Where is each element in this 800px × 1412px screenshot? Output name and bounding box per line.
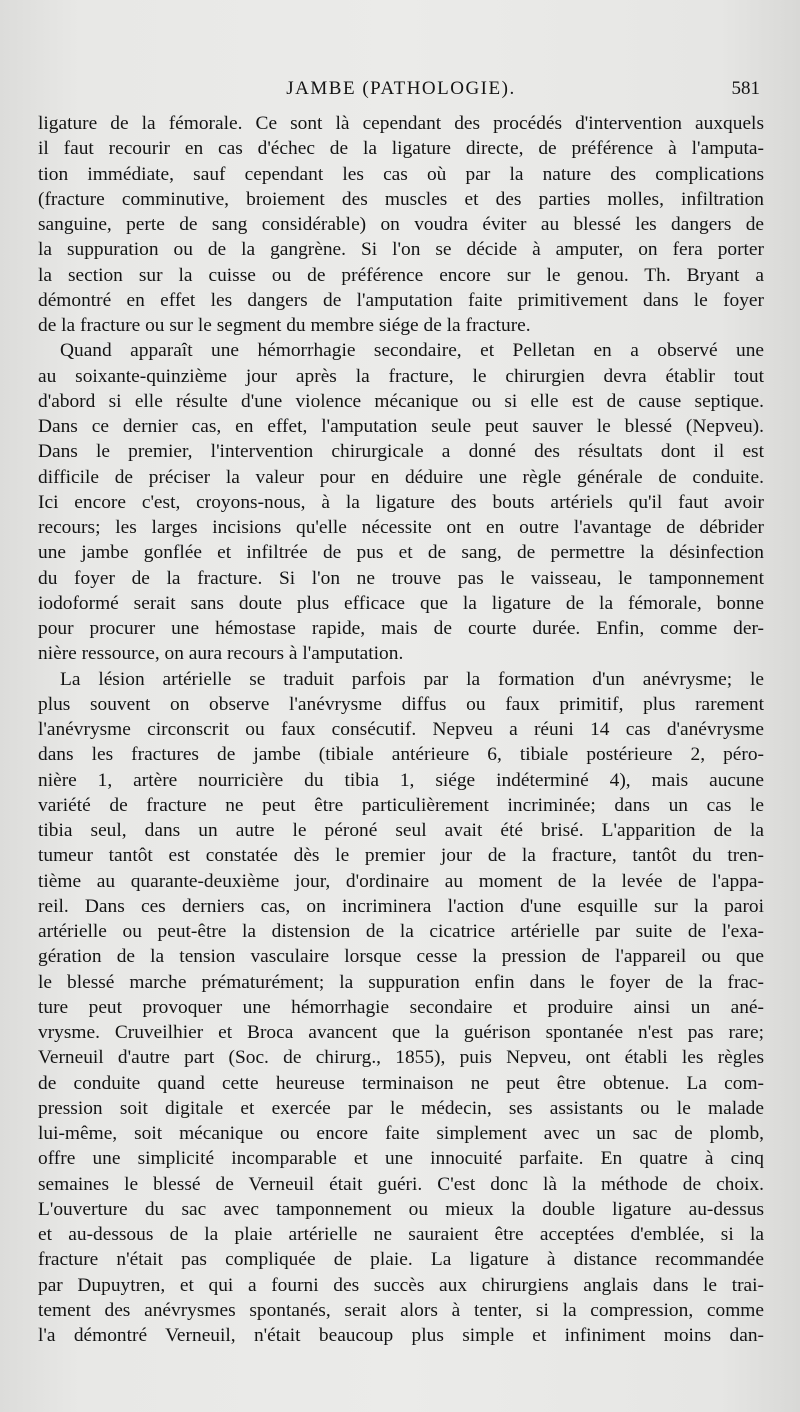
text-line: semaines le blessé de Verneuil était guéri. C'est donc là la méthode de choix. [38,1173,764,1195]
text-line [38,1348,764,1373]
text-line: tième au quarante-deuxième jour, d'ordinaire au moment de la levée de l'appa- [38,870,764,892]
text-line: de conduite quand cette heureuse terminaison ne peut être obtenue. La com- [38,1072,764,1094]
text-line: l'anévrysme circonscrit ou faux consécutif. Nepveu a réuni 14 cas d'anévrysme [38,719,764,740]
text-line: reil. Dans ces derniers cas, on incriminera l'action d'une esquille sur la paroi [38,895,764,917]
text-line: pression soit digitale et exercée par le médecin, ses assistants ou le malade [38,1097,764,1119]
text-line: le blessé marche prématurément; la suppuration enfin dans le foyer de la frac- [38,971,764,993]
text-line: démontré en effet les dangers de l'amputation faite primitivement dans le foyer [38,289,764,311]
text-line: gération de la tension vasculaire lorsque cesse la pression de l'appareil ou que [38,946,764,968]
text-line: l'a démontré Verneuil, n'était beaucoup plus simple et infiniment moins dan- [38,1325,764,1346]
text-line: La lésion artérielle se traduit parfois par la formation d'un anévrysme; le [60,668,764,690]
text-line: la section sur la cuisse ou de préférence encore sur le genou. Th. Bryant a [38,264,764,286]
body-text [38,111,764,1374]
text-line: par Dupuytren, et qui a fourni des succès aux chirurgiens anglais dans le trai- [38,1274,764,1296]
text-line: ligature de la fémorale. Ce sont là cependant des procédés d'intervention auxquels [38,113,764,134]
text-line: tement des anévrysmes spontanés, serait alors à tenter, si la compression, comme [38,1299,764,1321]
text-line: offre une simplicité incomparable et une innocuité parfaite. En quatre à cinq [38,1148,764,1170]
text-line: Ici encore c'est, croyons-nous, à la ligature des bouts artériels qu'il faut avoir [38,491,764,513]
text-line: L'ouverture du sac avec tamponnement ou mieux la double ligature au-dessus [38,1198,764,1220]
text-line: une jambe gonflée et infiltrée de pus et de sang, de permettre la désinfection [38,542,764,564]
text-line: dans les fractures de jambe (tibiale antérieure 6, tibiale postérieure 2, péro- [38,744,764,766]
text-line: nière 1, artère nourricière du tibia 1, siége indéterminé 4), mais aucune [38,769,764,791]
text-line: difficile de préciser la valeur pour en déduire une règle générale de conduite. [38,466,764,488]
text-line: recours; les larges incisions qu'elle nécessite ont en outre l'avantage de débrider [38,517,764,538]
text-line: ture peut provoquer une hémorrhagie secondaire et produire ainsi un ané- [38,996,764,1018]
text-line: au soixante-quinzième jour après la fracture, le chirurgien devra établir tout [38,365,764,387]
text-line: tumeur tantôt est constatée dès le premier jour de la fracture, tantôt du tren- [38,845,764,867]
text-line: Dans le premier, l'intervention chirurgicale a donné des résultats dont il est [38,441,764,463]
text-line: fracture n'était pas compliquée de plaie. La ligature à distance recommandée [38,1249,764,1271]
text-line: (fracture comminutive, broiement des muscles et des parties molles, infiltration [38,188,764,210]
text-line: iodoformé serait sans doute plus efficace que la ligature de la fémorale, bonne [38,592,764,614]
text-line: pour procurer une hémostase rapide, mais de courte durée. Enfin, comme der- [38,618,764,639]
text-line: tibia seul, dans un autre le péroné seul avait été brisé. L'apparition de la [38,820,764,841]
text-line: la suppuration ou de la gangrène. Si l'on se décide à amputer, on fera porter [38,239,764,261]
page-header [38,74,764,108]
text-line: d'abord si elle résulte d'une violence mécanique ou si elle est de cause septique. [38,390,764,412]
text-line: lui-même, soit mécanique ou encore faite simplement avec un sac de plomb, [38,1123,764,1144]
text-line: de la fracture ou sur le segment du membre siége de la fracture. [38,315,531,336]
text-line: du foyer de la fracture. Si l'on ne trouve pas le vaisseau, le tamponnement [38,567,764,589]
text-line: plus souvent on observe l'anévrysme diffus ou faux primitif, plus rarement [38,693,764,715]
text-line: artérielle ou peut-être la distension de la cicatrice artérielle par suite de l'exa- [38,921,764,942]
running-head: JAMBE (PATHOLOGIE). [286,78,516,99]
text-line: Verneuil d'autre part (Soc. de chirurg., 1855), puis Nepveu, ont établi les règles [38,1047,764,1069]
text-line: tion immédiate, sauf cependant les cas où par la nature des complications [38,163,764,185]
text-line: sanguine, perte de sang considérable) on voudra éviter au blessé les dangers de [38,214,764,235]
text-line: et au-dessous de la plaie artérielle ne sauraient être acceptées d'emblée, si la [38,1224,764,1245]
text-line: variété de fracture ne peut être particulièrement incriminée; dans un cas le [38,794,764,816]
text-line: nière ressource, on aura recours à l'amputation. [38,643,404,665]
text-line: Dans ce dernier cas, en effet, l'amputation seule peut sauver le blessé (Nepveu). [38,416,764,437]
text-line: vrysme. Cruveilhier et Broca avancent que la guérison spontanée n'est pas rare; [38,1022,764,1043]
text-line: Quand apparaît une hémorrhagie secondaire, et Pelletan en a observé une [60,340,764,362]
text-line: il faut recourir en cas d'échec de la ligature directe, de préférence à l'amputa- [38,138,764,160]
page-number: 581 [731,78,760,99]
